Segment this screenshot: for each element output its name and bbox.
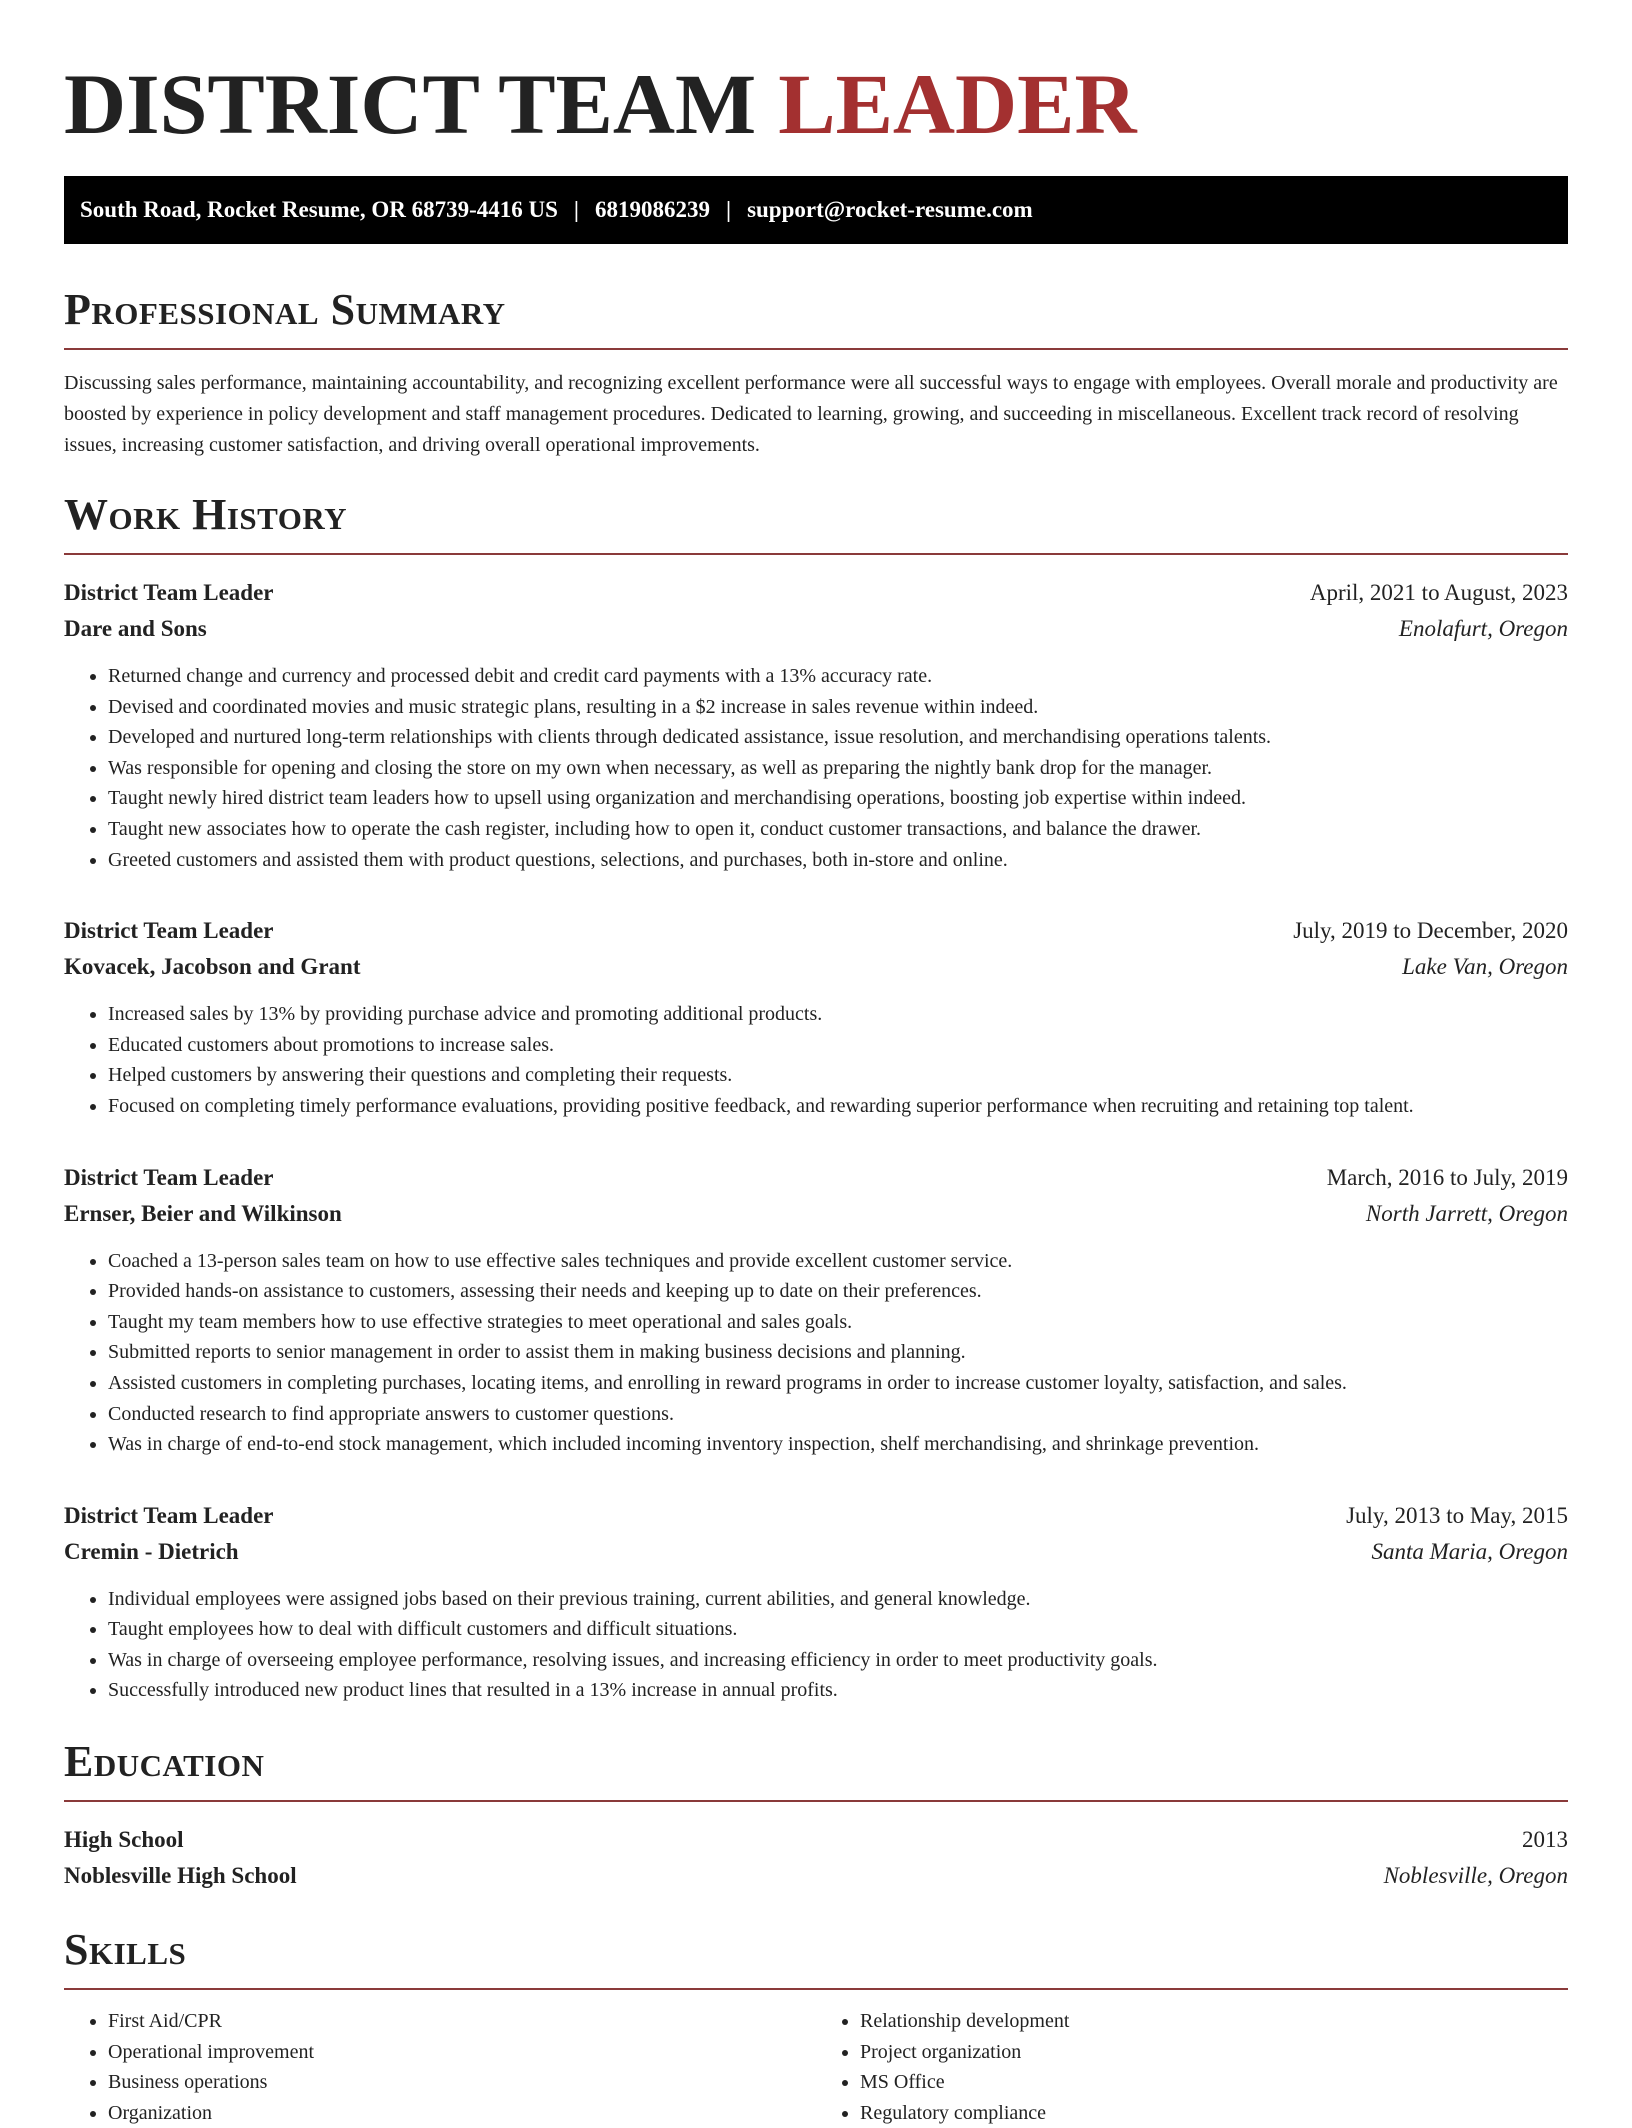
section-divider	[64, 1800, 1568, 1802]
job-bullet: • Was responsible for opening and closing the store on my own when necessary, as well as preparing the nightly bank drop for the manager.	[108, 753, 1568, 784]
job-bullet: • Helped customers by answering their questions and completing their requests.	[108, 1060, 1568, 1091]
education-school: Noblesville High School	[64, 1863, 297, 1889]
education-year: 2013	[1522, 1827, 1568, 1853]
job-company: Kovacek, Jacobson and Grant	[64, 954, 361, 980]
section-title-summary: Professional Summary	[64, 285, 506, 334]
contact-email[interactable]: support@rocket-resume.com	[747, 197, 1033, 222]
skill-item: • Project organization	[860, 2037, 1568, 2068]
job-company: Cremin - Dietrich	[64, 1538, 239, 1564]
job-bullet: • Taught employees how to deal with difficult customers and difficult situations.	[108, 1614, 1568, 1645]
education-degree: High School	[64, 1827, 184, 1853]
contact-phone: 6819086239	[594, 197, 710, 222]
job-bullet: • Coached a 13-person sales team on how to use effective sales techniques and provide excellent customer service.	[108, 1246, 1568, 1277]
section-title-skills: Skills	[64, 1925, 187, 1975]
name-last: LEADER	[778, 56, 1137, 152]
job-location: Enolafurt, Oregon	[1398, 616, 1568, 641]
education-entry	[64, 1822, 1568, 1894]
job-bullets	[64, 999, 1568, 1121]
skill-item: • Business operations	[108, 2067, 816, 2098]
job-bullet: • Taught newly hired district team leaders how to upsell using organization and merchandising operations, boosting job expertise within indeed.	[108, 783, 1568, 814]
skill-item: • Relationship development	[860, 2006, 1568, 2037]
job-bullet: • Conducted research to find appropriate answers to customer questions.	[108, 1399, 1568, 1430]
job-bullet: • Provided hands-on assistance to customers, assessing their needs and keeping up to date on their preferences.	[108, 1276, 1568, 1307]
job-dates: July, 2019 to December, 2020	[1293, 918, 1568, 944]
section-divider	[64, 553, 1568, 555]
education-location: Noblesville, Oregon	[1383, 1863, 1568, 1889]
section-title-work-history: Work History	[64, 490, 348, 539]
job-role: District Team Leader	[64, 580, 274, 605]
job-bullet: • Greeted customers and assisted them with product questions, selections, and purchases, both in-store and online.	[108, 845, 1568, 876]
job-location: North Jarrett, Oregon	[1365, 1200, 1568, 1226]
job-location: Lake Van, Oregon	[1402, 954, 1568, 980]
job-entry	[64, 913, 1568, 1121]
skills-list-right	[816, 2006, 1568, 2128]
skill-item: • MS Office	[860, 2067, 1568, 2098]
job-entry	[64, 575, 1568, 875]
summary-text: Discussing sales performance, maintaining accountability, and recognizing excellent performance were all successful ways to engage with employees. Overall morale and productivity are boosted by experience in policy development and staff management procedures. Dedicated to learning, growing, and succeeding in miscellaneous. Excellent track record of resolving issues, increasing customer satisfaction, and driving overall operational improvements.	[64, 372, 1558, 456]
contact-bar	[64, 176, 1568, 244]
skill-item: • Organization	[108, 2098, 816, 2128]
job-bullets	[64, 1246, 1568, 1460]
section-divider	[64, 348, 1568, 350]
skills-list-left	[64, 2006, 816, 2128]
job-bullet: • Focused on completing timely performance evaluations, providing positive feedback, and rewarding superior performance when recruiting and retaining top talent.	[108, 1091, 1568, 1122]
job-bullet: • Was in charge of overseeing employee performance, resolving issues, and increasing efficiency in order to meet productivity goals.	[108, 1645, 1568, 1676]
skill-item: • Operational improvement	[108, 2037, 816, 2068]
job-bullet: • Developed and nurtured long-term relationships with clients through dedicated assistance, issue resolution, and merchandising operations talents.	[108, 722, 1568, 753]
skill-item: • First Aid/CPR	[108, 2006, 816, 2037]
job-dates: July, 2013 to May, 2015	[1346, 1502, 1568, 1528]
skills-grid	[64, 2006, 1568, 2128]
job-bullet: • Successfully introduced new product lines that resulted in a 13% increase in annual profits.	[108, 1675, 1568, 1706]
job-bullet: • Devised and coordinated movies and music strategic plans, resulting in a $2 increase in sales revenue within indeed.	[108, 692, 1568, 723]
contact-address: South Road, Rocket Resume, OR 68739-4416 US	[80, 197, 558, 222]
job-company: Ernser, Beier and Wilkinson	[64, 1200, 342, 1226]
resume-name	[64, 0, 1568, 154]
job-bullet: • Taught my team members how to use effective strategies to meet operational and sales goals.	[108, 1307, 1568, 1338]
job-dates: April, 2021 to August, 2023	[1309, 580, 1568, 605]
section-divider	[64, 1988, 1568, 1990]
job-bullet: • Returned change and currency and processed debit and credit card payments with a 13% accuracy rate.	[108, 661, 1568, 692]
job-role: District Team Leader	[64, 918, 274, 944]
job-bullets	[64, 1584, 1568, 1706]
name-first: DISTRICT TEAM	[64, 56, 757, 152]
job-bullets	[64, 661, 1568, 875]
job-company: Dare and Sons	[64, 616, 207, 641]
job-bullet: • Taught new associates how to operate the cash register, including how to open it, conduct customer transactions, and balance the drawer.	[108, 814, 1568, 845]
job-bullet: • Submitted reports to senior management in order to assist them in making business decisions and planning.	[108, 1337, 1568, 1368]
job-entry	[64, 1160, 1568, 1460]
job-entry	[64, 1498, 1568, 1706]
contact-separator: |	[573, 197, 579, 222]
job-role: District Team Leader	[64, 1164, 274, 1190]
job-bullet: • Increased sales by 13% by providing purchase advice and promoting additional products.	[108, 999, 1568, 1030]
job-bullet: • Individual employees were assigned jobs based on their previous training, current abilities, and general knowledge.	[108, 1584, 1568, 1615]
job-bullet: • Assisted customers in completing purchases, locating items, and enrolling in reward programs in order to increase customer loyalty, satisfaction, and sales.	[108, 1368, 1568, 1399]
job-bullet: • Educated customers about promotions to increase sales.	[108, 1030, 1568, 1061]
job-location: Santa Maria, Oregon	[1371, 1538, 1568, 1564]
section-title-education: Education	[64, 1737, 265, 1787]
job-role: District Team Leader	[64, 1502, 274, 1528]
job-bullet: • Was in charge of end-to-end stock management, which included incoming inventory inspection, shelf merchandising, and shrinkage prevention.	[108, 1429, 1568, 1460]
skill-item: • Regulatory compliance	[860, 2098, 1568, 2128]
job-dates: March, 2016 to July, 2019	[1326, 1164, 1568, 1190]
contact-separator: |	[725, 197, 732, 222]
